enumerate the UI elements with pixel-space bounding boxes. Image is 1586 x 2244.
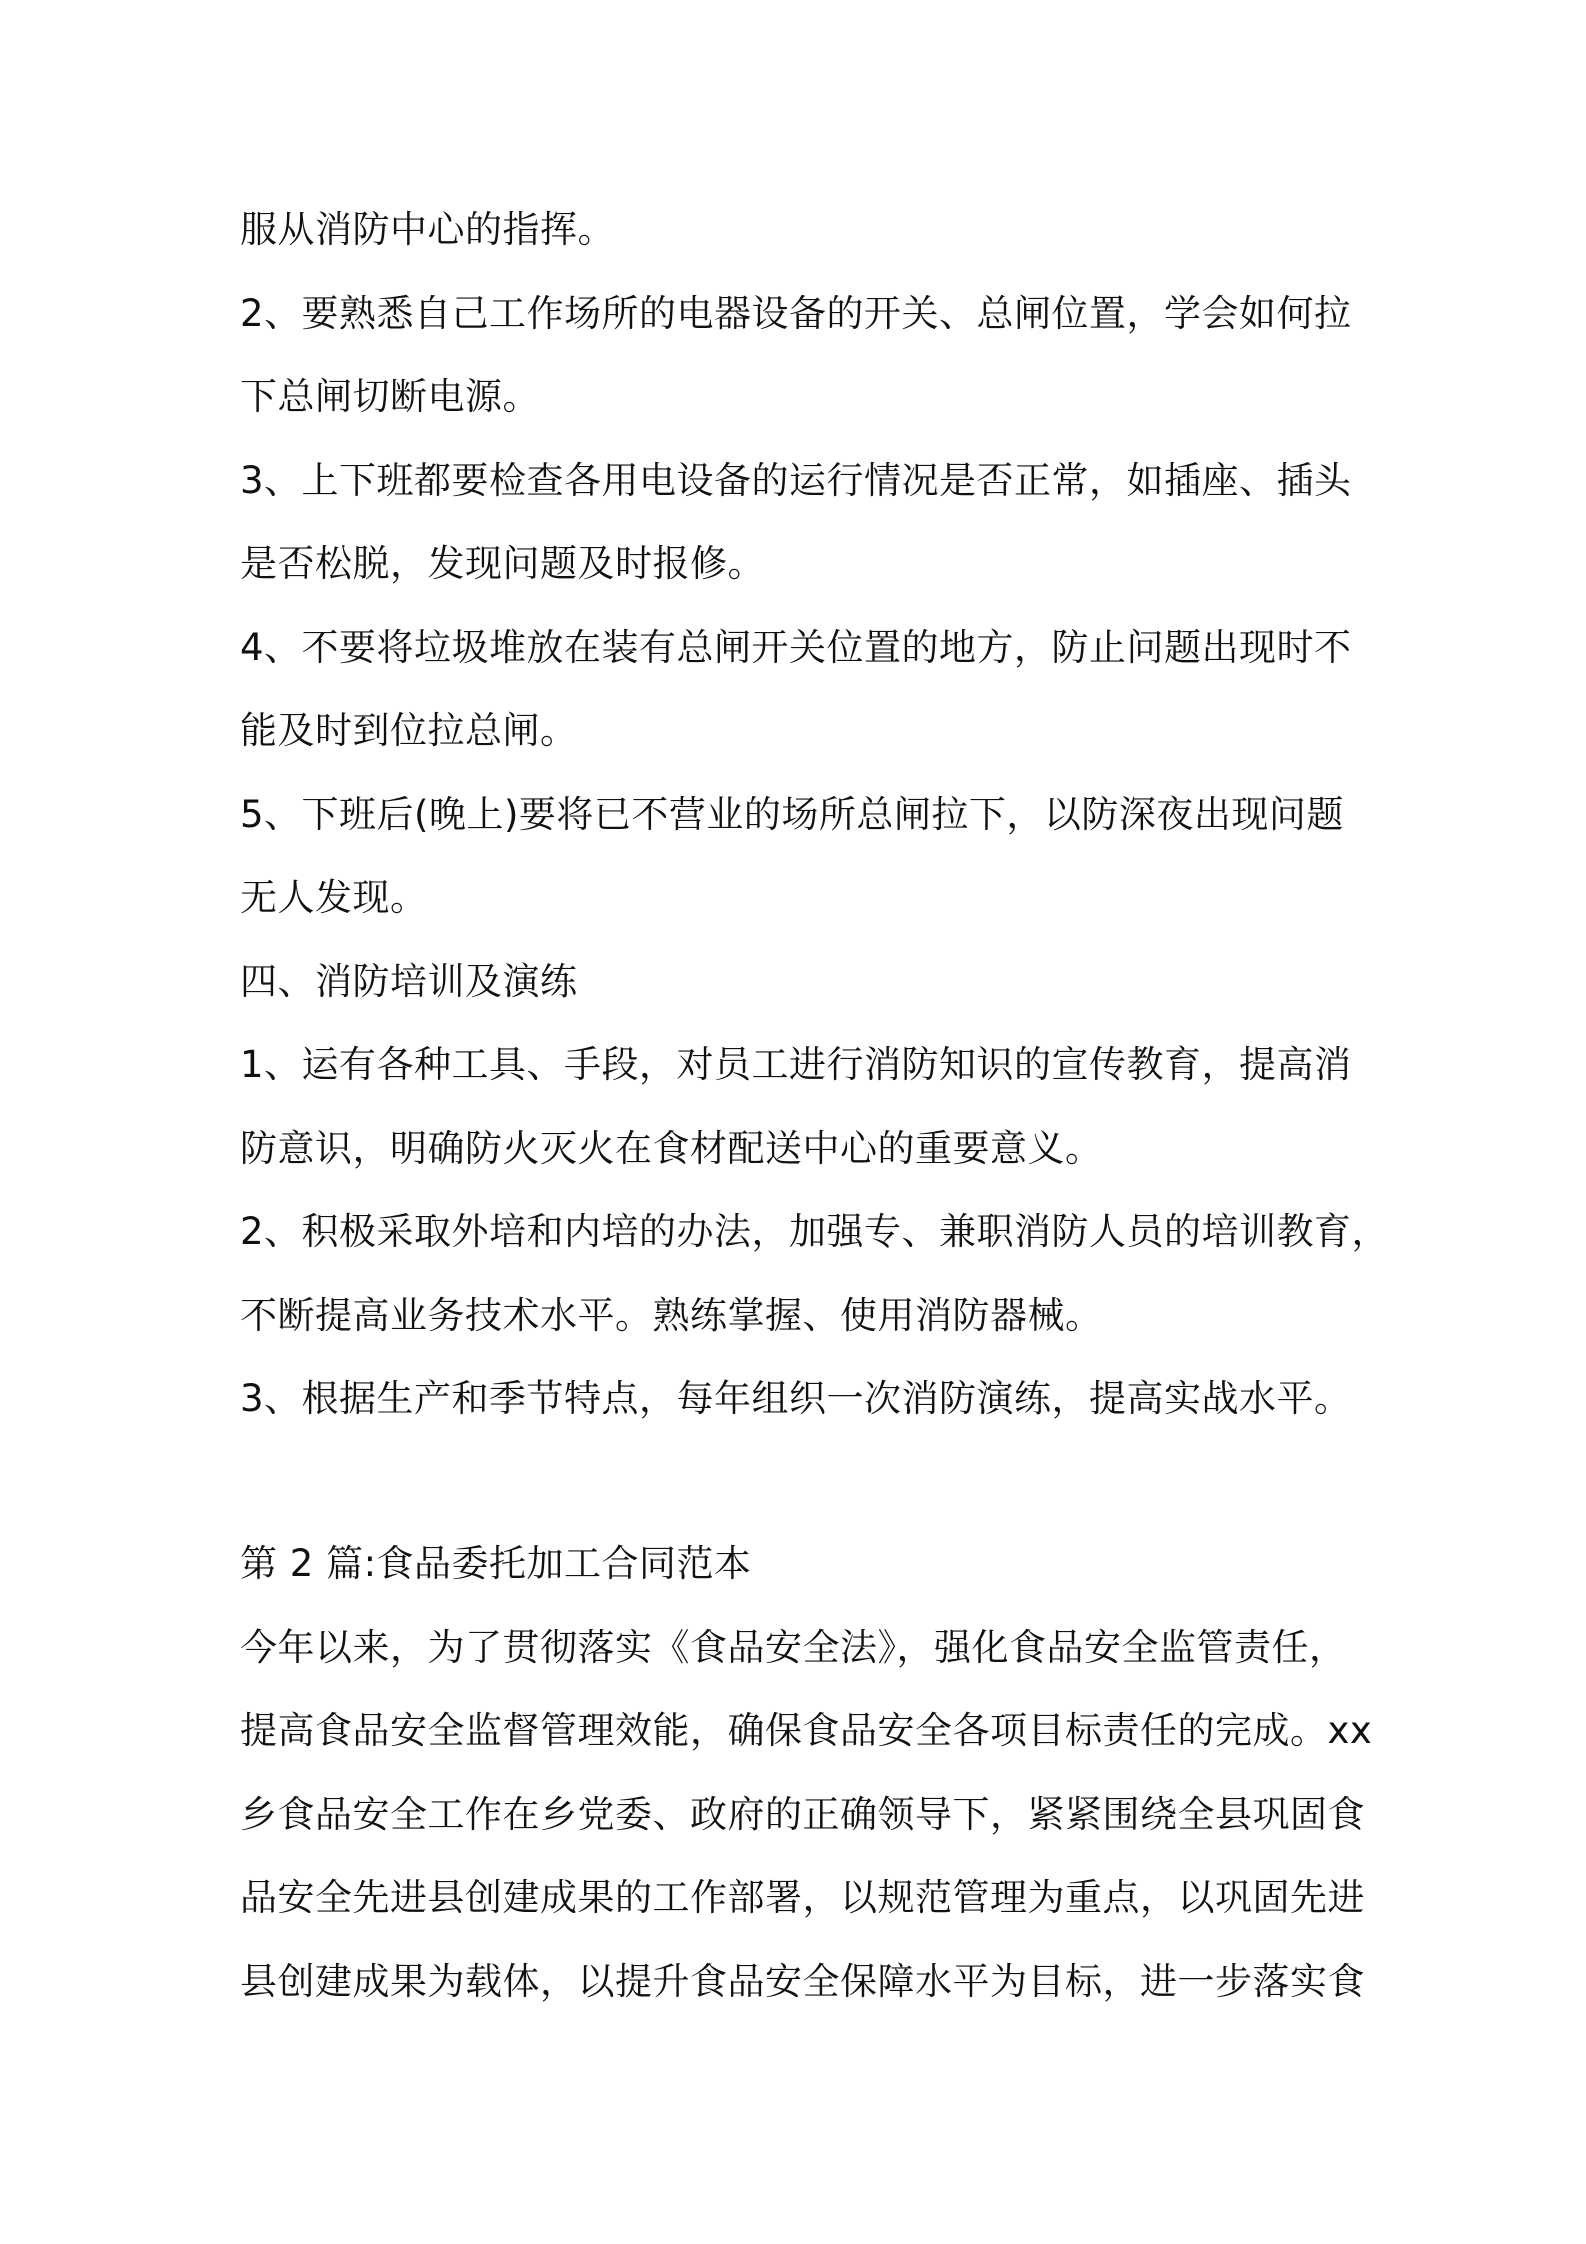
text-line-3: 下总闸切断电源。 xyxy=(240,375,540,418)
text-line-7: 能及时到位拉总闸。 xyxy=(240,709,578,752)
text-line-18: 提高食品安全监督管理效能，确保食品安全各项目标责任的完成。xx xyxy=(240,1709,1373,1752)
text-line-5: 是否松脱，发现问题及时报修。 xyxy=(240,542,765,585)
text-line-21: 县创建成果为载体，以提升食品安全保障水平为目标，进一步落实食 xyxy=(240,1960,1365,2003)
text-line-2: 2、要熟悉自己工作场所的电器设备的开关、总闸位置，学会如何拉 xyxy=(240,292,1352,335)
text-line-6: 4、不要将垃圾堆放在装有总闸开关位置的地方，防止问题出现时不 xyxy=(240,626,1352,669)
section-heading-4: 四、消防培训及演练 xyxy=(240,960,578,1003)
text-line-12: 防意识，明确防火灭火在食材配送中心的重要意义。 xyxy=(240,1127,1103,1170)
text-line-15: 3、根据生产和季节特点，每年组织一次消防演练，提高实战水平。 xyxy=(240,1377,1352,1420)
text-line-13: 2、积极采取外培和内培的办法，加强专、兼职消防人员的培训教育， xyxy=(240,1210,1390,1253)
text-line-19: 乡食品安全工作在乡党委、政府的正确领导下，紧紧围绕全县巩固食 xyxy=(240,1793,1365,1836)
text-line-14: 不断提高业务技术水平。熟练掌握、使用消防器械。 xyxy=(240,1294,1103,1337)
text-line-4: 3、上下班都要检查各用电设备的运行情况是否正常，如插座、插头 xyxy=(240,459,1352,502)
text-line-9: 无人发现。 xyxy=(240,876,428,919)
text-line-1: 服从消防中心的指挥。 xyxy=(240,208,615,251)
text-line-20: 品安全先进县创建成果的工作部署，以规范管理为重点，以巩固先进 xyxy=(240,1876,1365,1919)
text-line-8: 5、下班后(晚上)要将已不营业的场所总闸拉下，以防深夜出现问题 xyxy=(240,793,1344,836)
text-line-11: 1、运有各种工具、手段，对员工进行消防知识的宣传教育，提高消 xyxy=(240,1043,1352,1086)
text-line-17: 今年以来，为了贯彻落实《食品安全法》，强化食品安全监管责任， xyxy=(240,1626,1347,1669)
section-title: 第 2 篇:食品委托加工合同范本 xyxy=(240,1542,752,1585)
